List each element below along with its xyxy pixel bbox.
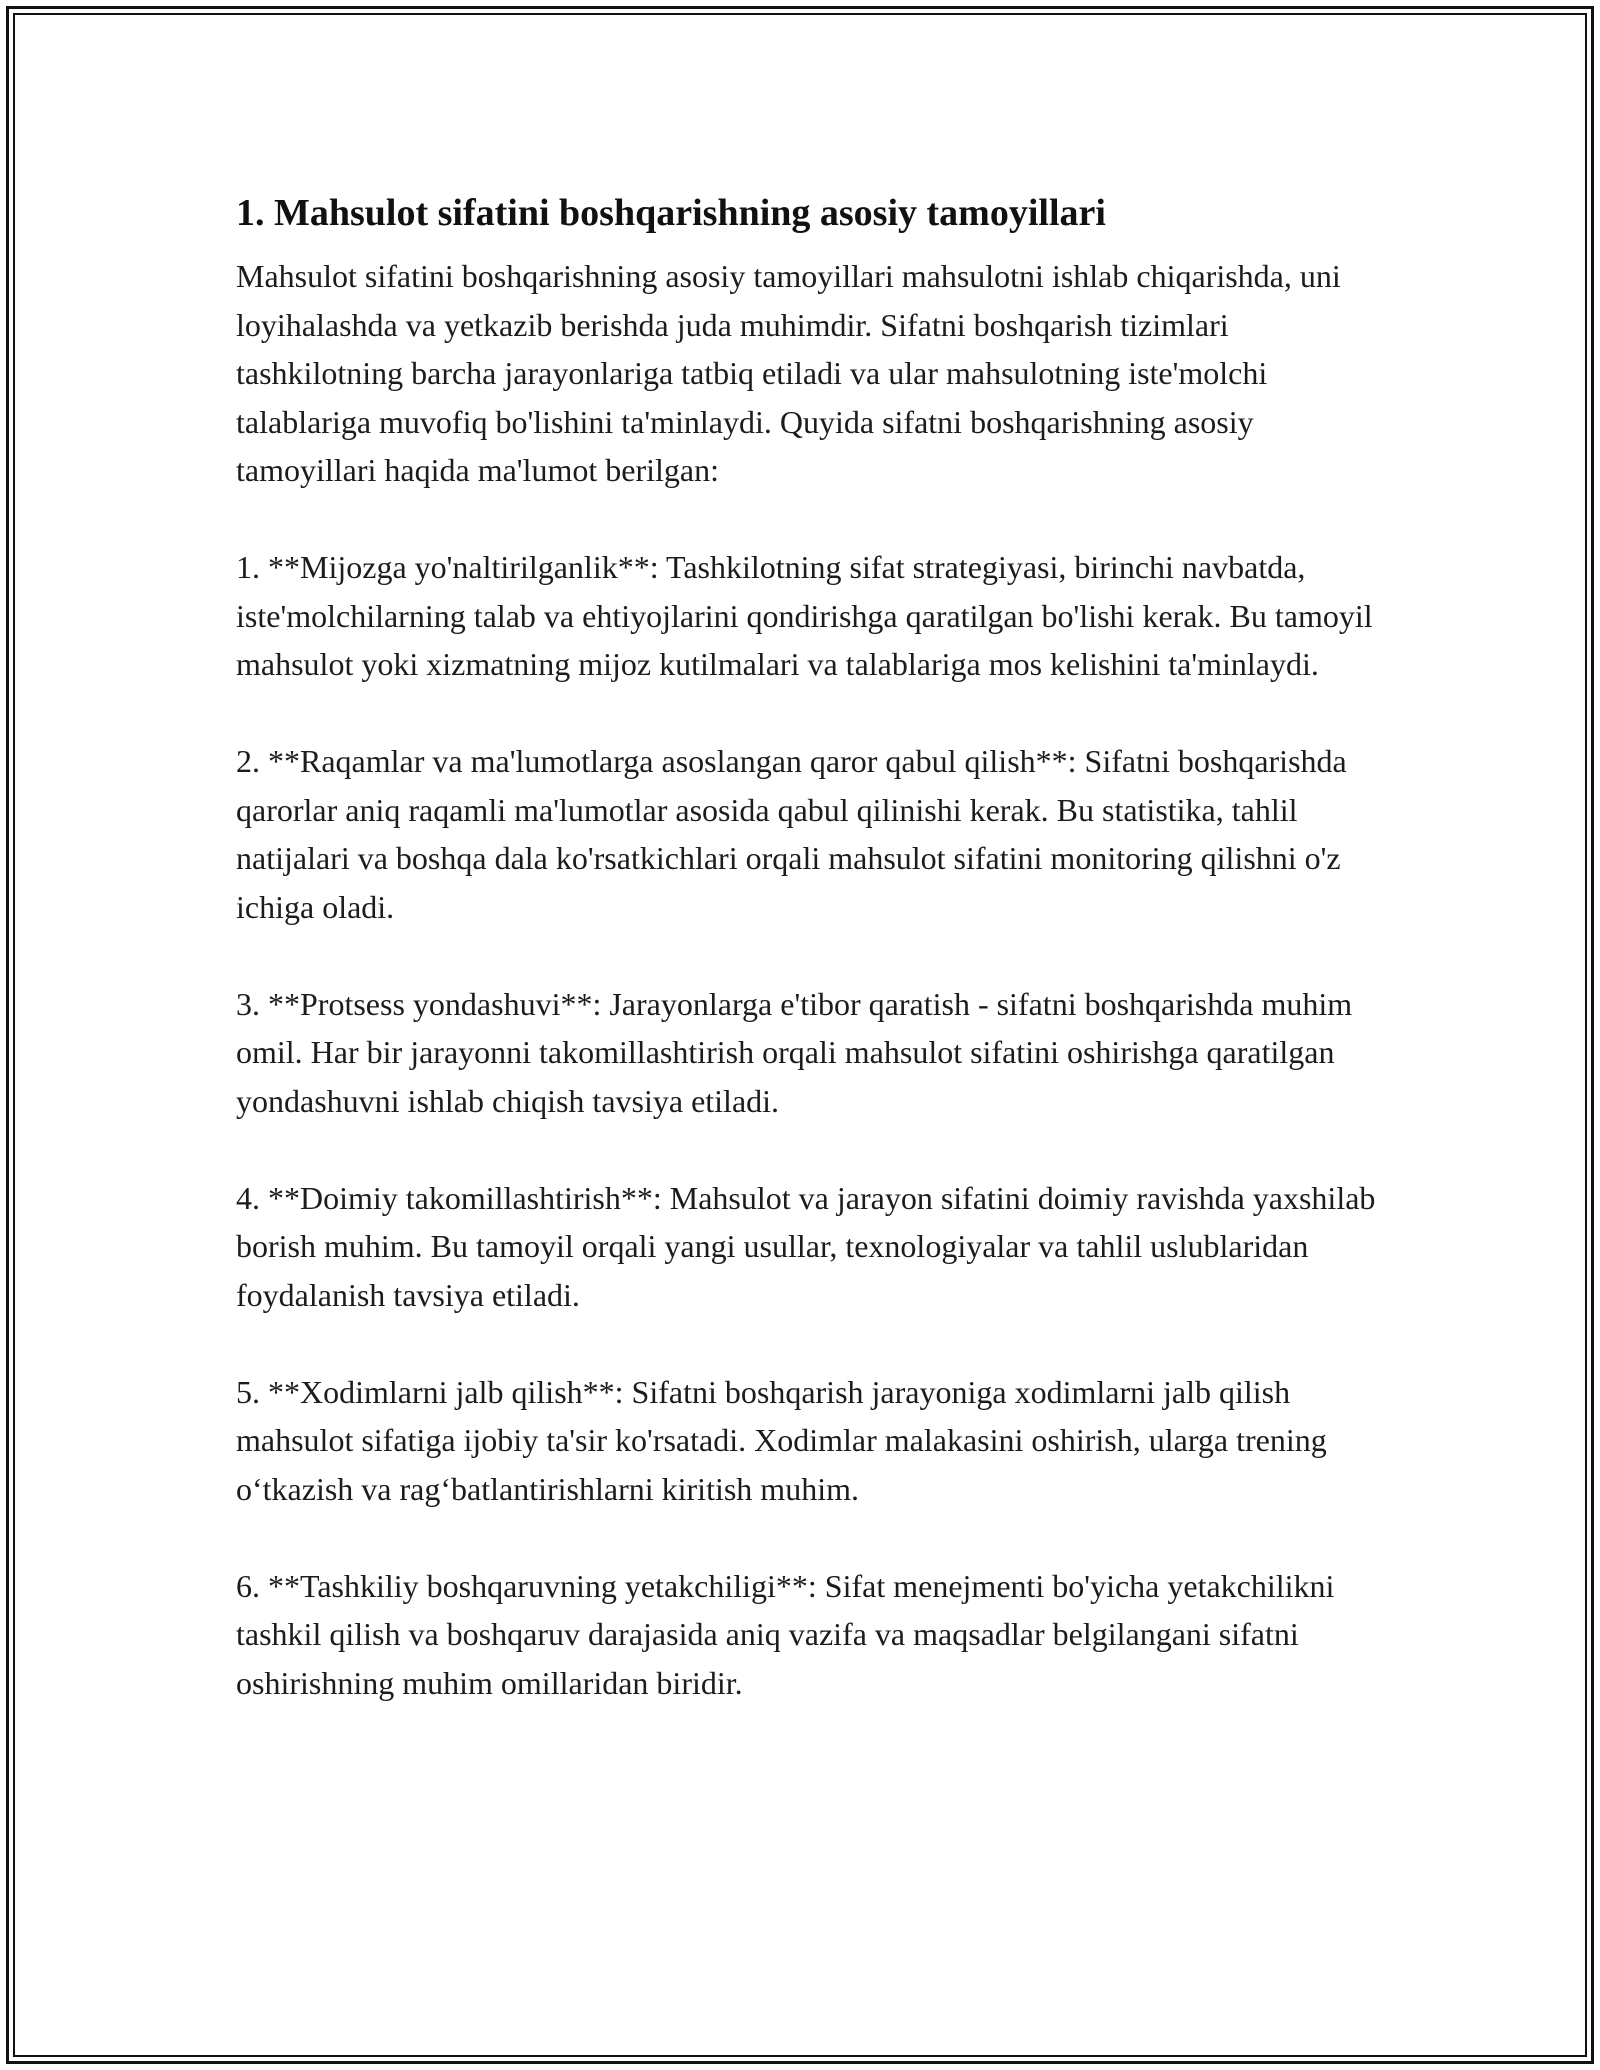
principle-paragraph-4: 4. **Doimiy takomillashtirish**: Mahsulot va jarayon sifatini doimiy ravishda yaxshilab borish muhim. Bu tamoyil orqali yangi usullar, texnologiyalar va tahlil uslublaridan foydalanish tavsiya etiladi. [236, 1179, 1376, 1313]
principle-paragraph-3: 3. **Protsess yondashuvi**: Jarayonlarga e'tibor qaratish - sifatni boshqarishda muhim omil. Har bir jarayonni takomillashtirish orqali mahsulot sifatini oshirishga qaratilgan yondashuvni ishlab chiqish tavsiya etiladi. [236, 985, 1353, 1119]
document-title: 1. Mahsulot sifatini boshqarishning asosiy tamoyillari [236, 192, 1106, 234]
document-body [236, 186, 1386, 1707]
principle-paragraph-1: 1. **Mijozga yo'naltirilganlik**: Tashkilotning sifat strategiyasi, birinchi navbatda, iste'molchilarning talab va ehtiyojlarini qondirishga qaratilgan bo'lishi kerak. Bu tamoyil mahsulot yoki xizmatning mijoz kutilmalari va talablariga mos kelishini ta'minlaydi. [236, 549, 1373, 682]
principle-paragraph-5: 5. **Xodimlarni jalb qilish**: Sifatni boshqarish jarayoniga xodimlarni jalb qilish mahsulot sifatiga ijobiy ta'sir ko'rsatadi. Xodimlar malakasini oshirish, ularga trening o‘tkazish va rag‘batlantirishlarni kiritish muhim. [236, 1373, 1327, 1507]
principle-paragraph-2: 2. **Raqamlar va ma'lumotlarga asoslangan qaror qabul qilish**: Sifatni boshqarishda qarorlar aniq raqamli ma'lumotlar asosida qabul qilinishi kerak. Bu statistika, tahlil natijalari va boshqa dala ko'rsatkichlari orqali mahsulot sifatini monitoring qilishni o'z ichiga oladi. [236, 743, 1347, 925]
intro-paragraph: Mahsulot sifatini boshqarishning asosiy tamoyillari mahsulotni ishlab chiqarishda, uni loyihalashda va yetkazib berishda juda muhimdir. Sifatni boshqarish tizimlari tashkilotning barcha jarayonlariga tatbiq etiladi va ular mahsulotning iste'molchi talablariga muvofiq bo'lishini ta'minlaydi. Quyida sifatni boshqarishning asosiy tamoyillari haqida ma'lumot berilgan: [236, 258, 1341, 488]
principle-paragraph-6: 6. **Tashkiliy boshqaruvning yetakchiligi**: Sifat menejmenti bo'yicha yetakchilikni tashkil qilish va boshqaruv darajasida aniq vazifa va maqsadlar belgilangani sifatni oshirishning muhim omillaridan biridir. [236, 1567, 1335, 1701]
